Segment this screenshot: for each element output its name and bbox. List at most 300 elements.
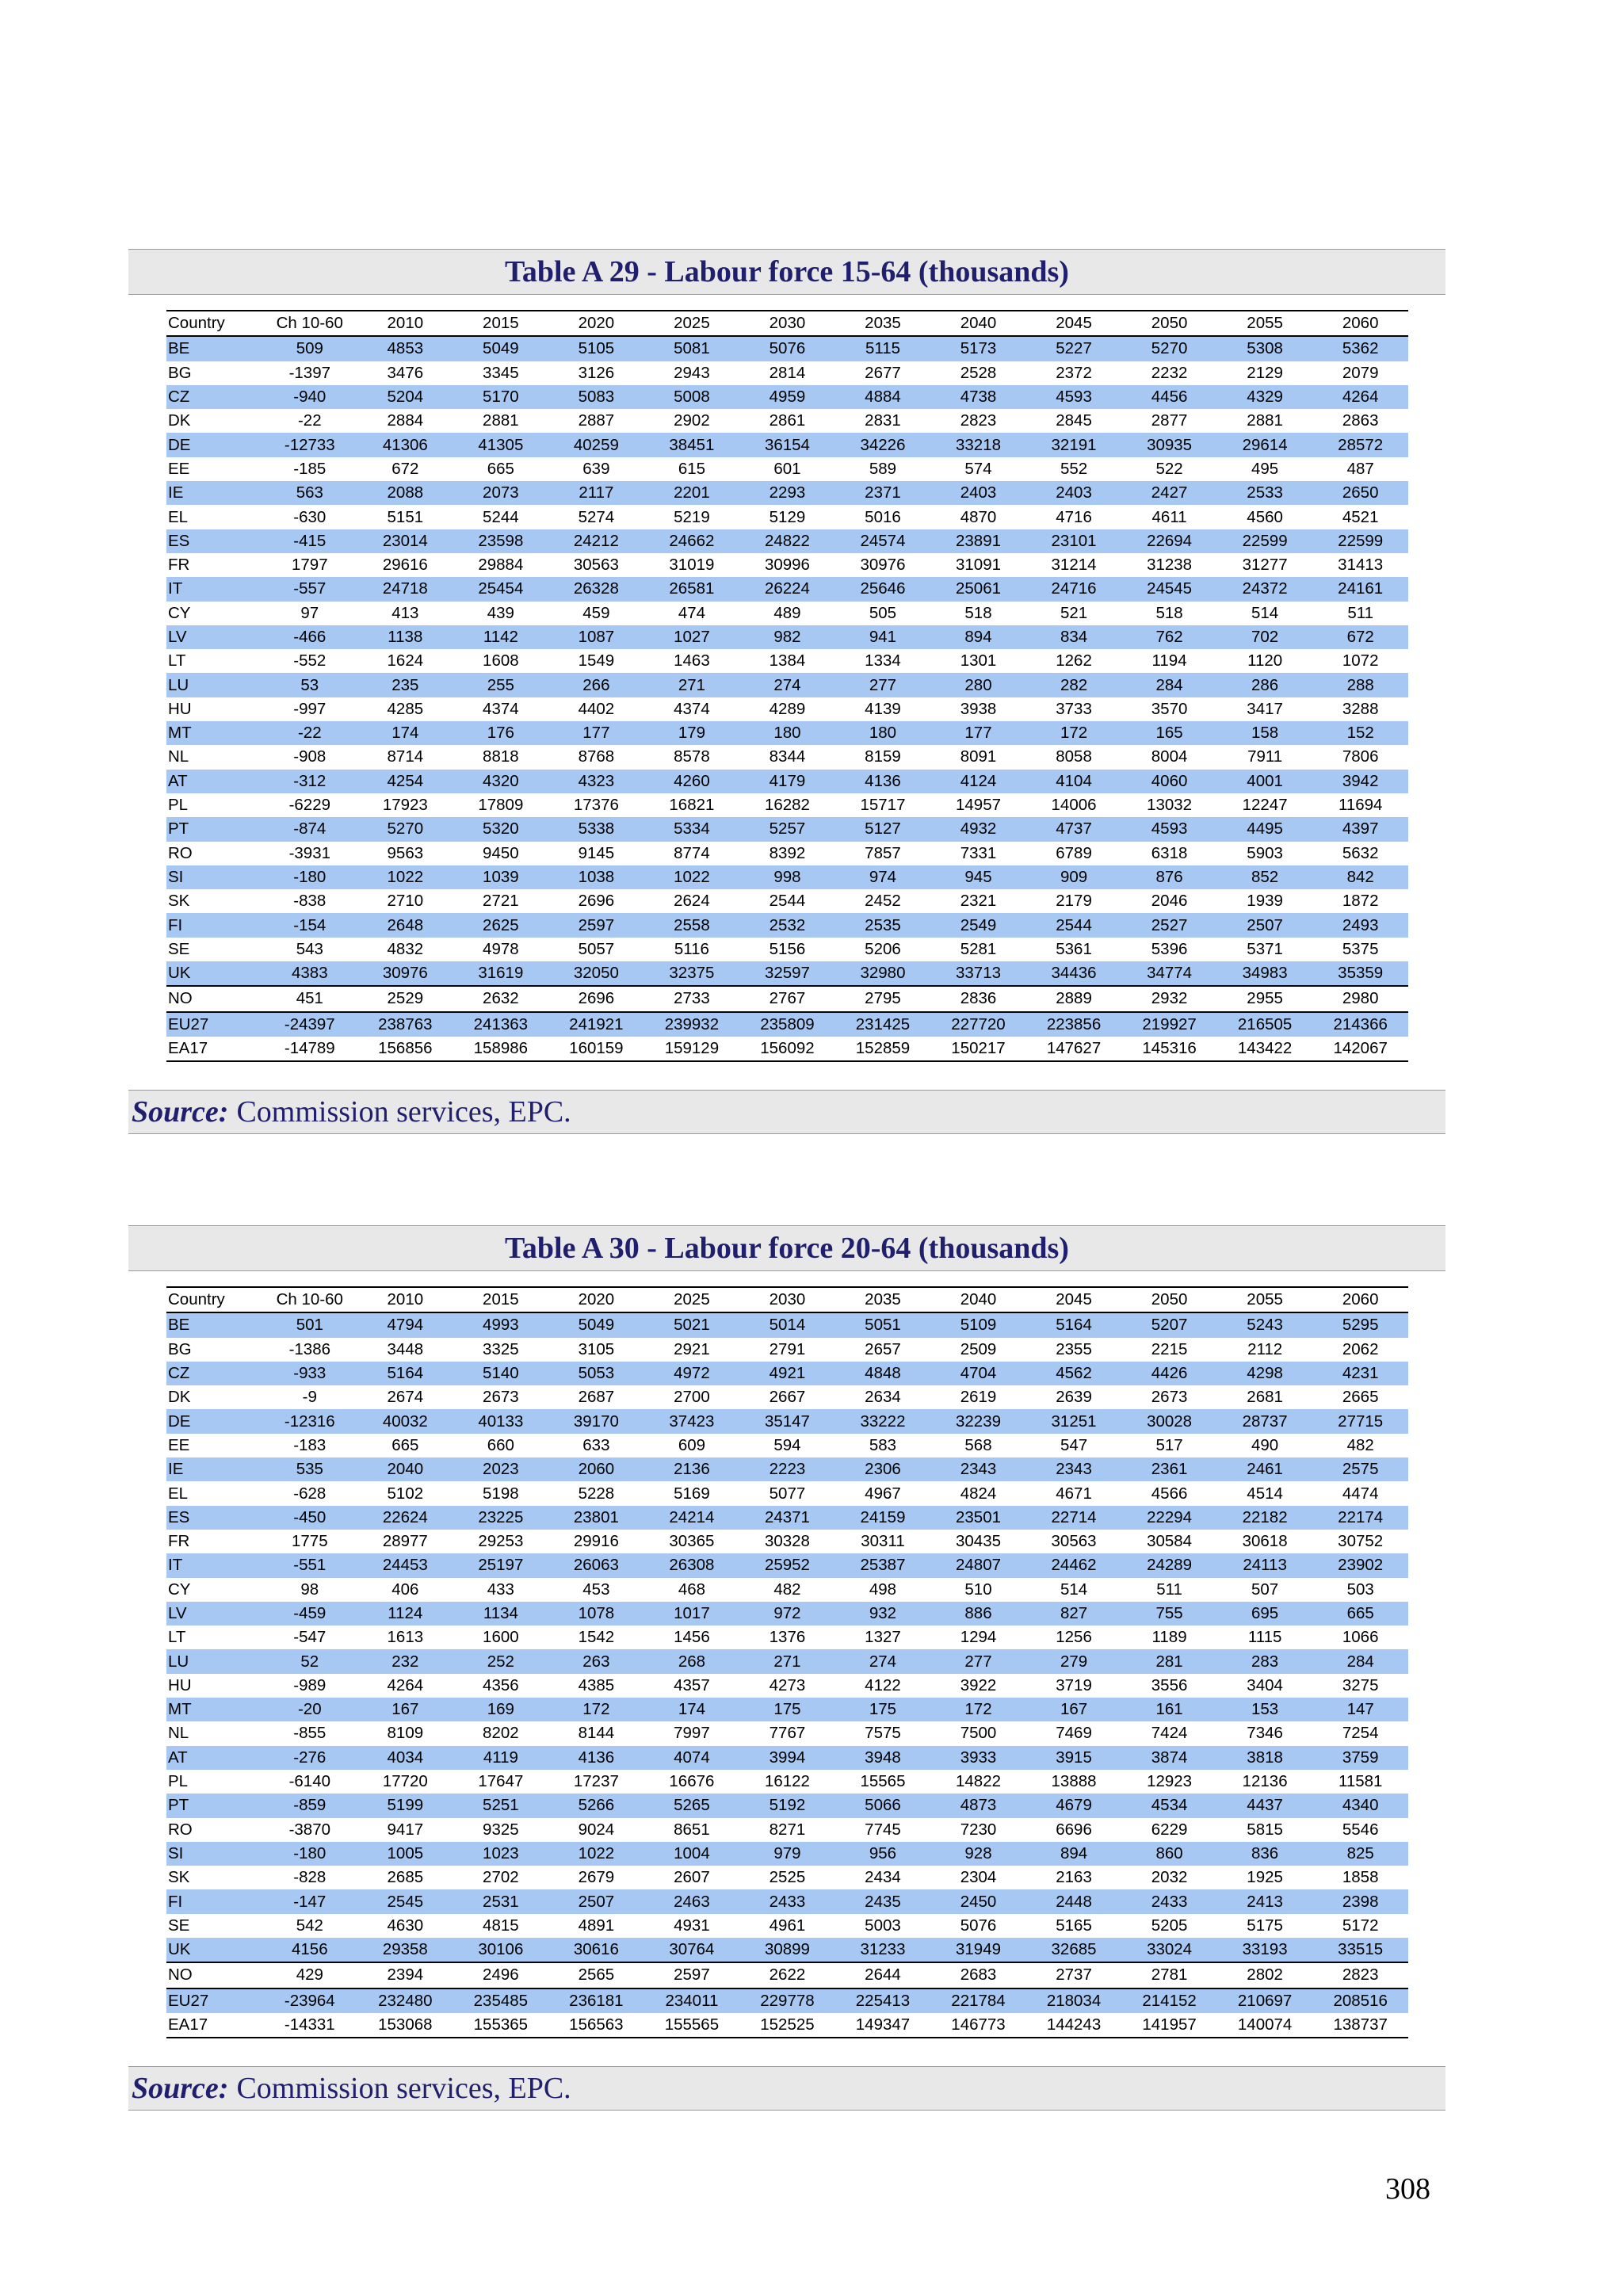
table-row: [166, 553, 1408, 577]
table-cell: 23014: [357, 529, 453, 553]
table-cell: 2321: [960, 892, 997, 911]
table-cell: 5243: [1217, 1312, 1313, 1337]
table-title: Table A 30 - Labour force 20-64 (thousands): [128, 1225, 1445, 1271]
table-cell: 543: [296, 939, 323, 958]
table-cell: 167: [1026, 1698, 1122, 1721]
table-cell: 30899: [739, 1938, 835, 1962]
table-cell: 288: [1312, 673, 1408, 697]
table-cell: 174: [357, 721, 453, 745]
table-cell: EU27: [166, 1012, 262, 1037]
table-cell: 223856: [1026, 1012, 1122, 1037]
table-cell: 2575: [1312, 1457, 1408, 1481]
table-cell: DK: [168, 411, 191, 430]
table-cell: 4514: [1247, 1484, 1283, 1503]
header-row: [166, 311, 1408, 336]
table-cell: 17647: [478, 1772, 524, 1791]
table-cell: 5320: [453, 817, 549, 841]
table-cell: 7254: [1342, 1724, 1379, 1743]
table-cell: 2795: [835, 986, 931, 1011]
table-cell: 2533: [1217, 481, 1313, 505]
table-cell: 7767: [769, 1724, 806, 1743]
table-cell: 214152: [1121, 1988, 1217, 2013]
table-cell: 2677: [865, 363, 901, 382]
table-cell: 2544: [769, 892, 806, 911]
table-cell: 152859: [835, 1037, 931, 1061]
table-row: [166, 1698, 1408, 1721]
table-cell: 4959: [739, 385, 835, 409]
table-cell: PL: [168, 1772, 189, 1791]
table-cell: 3994: [739, 1746, 835, 1770]
table-cell: RO: [168, 1820, 193, 1839]
table-cell: 26224: [739, 577, 835, 601]
table-cell: 5257: [739, 817, 835, 841]
column-header: 2010: [357, 1287, 453, 1312]
table-cell: 609: [678, 1435, 706, 1454]
table-cell: 4870: [960, 507, 997, 526]
table-cell: 145316: [1121, 1037, 1217, 1061]
table-cell: 894: [930, 625, 1026, 649]
table-cell: 156563: [548, 2013, 644, 2038]
column-header: Ch 10-60: [262, 311, 358, 336]
table-cell: 160159: [548, 1037, 644, 1061]
table-cell: 4156: [262, 1938, 358, 1962]
table-cell: 2112: [1247, 1339, 1283, 1358]
table-cell: PT: [166, 1794, 262, 1817]
table-cell: 142067: [1312, 1037, 1408, 1061]
table-cell: 5903: [1247, 843, 1283, 862]
table-cell: 5251: [453, 1794, 549, 1817]
table-cell: 26063: [548, 1553, 644, 1577]
table-cell: 36154: [739, 433, 835, 457]
table-cell: 2527: [1121, 913, 1217, 937]
table-cell: LU: [166, 673, 262, 697]
table-cell: 34983: [1217, 961, 1313, 986]
table-cell: 2293: [739, 481, 835, 505]
table-cell: 2201: [644, 481, 740, 505]
table-cell: 4323: [548, 770, 644, 793]
table-cell: 8004: [1151, 747, 1188, 766]
table-cell: 601: [773, 459, 801, 478]
table-cell: 762: [1121, 625, 1217, 649]
table-cell: 4794: [357, 1312, 453, 1337]
table-cell: 489: [773, 603, 801, 622]
table-cell: SE: [168, 939, 190, 958]
table-cell: 1327: [865, 1628, 901, 1647]
table-cell: 16282: [764, 796, 810, 815]
table-cell: 3448: [387, 1339, 424, 1358]
table-row: [166, 1626, 1408, 1649]
table-cell: 1027: [644, 625, 740, 649]
table-title: Table A 29 - Labour force 15-64 (thousands): [128, 249, 1445, 295]
table-cell: 4630: [387, 1916, 424, 1935]
table-cell: 147: [1312, 1698, 1408, 1721]
table-row: [166, 793, 1408, 817]
table-row: [166, 361, 1408, 385]
table-cell: 4060: [1121, 770, 1217, 793]
table-cell: -557: [262, 577, 358, 601]
table-cell: 214366: [1312, 1012, 1408, 1037]
table-cell: 1463: [674, 651, 710, 670]
table-cell: SK: [168, 892, 190, 911]
table-cell: 280: [930, 673, 1026, 697]
table-cell: 3417: [1247, 699, 1283, 718]
table-cell: -9: [302, 1388, 317, 1407]
table-cell: 2493: [1312, 913, 1408, 937]
table-cell: 3404: [1247, 1675, 1283, 1694]
table-cell: 3345: [483, 363, 519, 382]
table-cell: LT: [168, 1628, 186, 1647]
table-cell: 511: [1156, 1580, 1182, 1599]
table-cell: 4254: [357, 770, 453, 793]
table-cell: 2448: [1026, 1889, 1122, 1913]
table-cell: 169: [453, 1698, 549, 1721]
table-cell: 3818: [1217, 1746, 1313, 1770]
table-cell: 498: [869, 1580, 897, 1599]
table-cell: 5164: [357, 1362, 453, 1385]
table-row: [166, 1889, 1408, 1913]
table-cell: 33222: [835, 1409, 931, 1433]
table-cell: 2889: [1026, 986, 1122, 1011]
table-row: [166, 2013, 1408, 2038]
table-cell: 2544: [1026, 913, 1122, 937]
table-cell: 35359: [1312, 961, 1408, 986]
table-cell: 1939: [1247, 892, 1283, 911]
table-cell: 2619: [960, 1388, 997, 1407]
table-cell: 177: [930, 721, 1026, 745]
table-cell: 5396: [1151, 939, 1188, 958]
table-cell: 998: [739, 865, 835, 889]
table-cell: 208516: [1312, 1988, 1408, 2013]
column-header: 2035: [835, 1287, 931, 1312]
table-cell: 1294: [960, 1628, 997, 1647]
table-cell: 2023: [453, 1457, 549, 1481]
table-row: [166, 1674, 1408, 1698]
table-cell: ES: [166, 1506, 262, 1530]
column-header: 2040: [930, 311, 1026, 336]
table-cell: FI: [166, 1889, 262, 1913]
table-cell: 2223: [739, 1457, 835, 1481]
table-cell: 886: [930, 1602, 1026, 1626]
table-cell: 229778: [739, 1988, 835, 2013]
table-cell: 31214: [1051, 556, 1097, 575]
table-cell: -415: [262, 529, 358, 553]
table-cell: 97: [300, 603, 319, 622]
table-cell: 279: [1026, 1649, 1122, 1673]
table-cell: 2232: [1151, 363, 1188, 382]
table-cell: 1072: [1342, 651, 1379, 670]
table-cell: 2673: [483, 1388, 519, 1407]
table-cell: 24214: [644, 1506, 740, 1530]
table-cell: 5076: [739, 336, 835, 361]
table-cell: 2528: [960, 363, 997, 382]
table-cell: 2667: [769, 1388, 806, 1407]
table-cell: 3105: [578, 1339, 615, 1358]
table-cell: -3870: [288, 1820, 331, 1839]
table-cell: 860: [1121, 1842, 1217, 1866]
table-cell: 8714: [387, 747, 424, 766]
table-cell: 928: [930, 1842, 1026, 1866]
table-cell: 1301: [960, 651, 997, 670]
table-cell: 3570: [1151, 699, 1188, 718]
table-cell: 149347: [835, 2013, 931, 2038]
table-cell: 4385: [578, 1675, 615, 1694]
table-row: [166, 1602, 1408, 1626]
table-cell: -940: [262, 385, 358, 409]
table-cell: 266: [548, 673, 644, 697]
table-cell: UK: [166, 1938, 262, 1962]
table-cell: 503: [1346, 1580, 1374, 1599]
table-cell: 28737: [1217, 1409, 1313, 1433]
table-cell: 474: [678, 603, 706, 622]
table-cell: 3942: [1312, 770, 1408, 793]
table-cell: 7331: [960, 843, 997, 862]
table-cell: 4972: [644, 1362, 740, 1385]
table-cell: 568: [964, 1435, 992, 1454]
table-cell: 153: [1217, 1698, 1313, 1721]
table-cell: 11694: [1338, 796, 1383, 815]
table-cell: 3933: [930, 1746, 1026, 1770]
table-cell: 5199: [357, 1794, 453, 1817]
table-cell: 665: [487, 459, 514, 478]
table-cell: 26581: [644, 577, 740, 601]
table-cell: 271: [739, 1649, 835, 1673]
table-cell: 143422: [1217, 1037, 1313, 1061]
table-cell: 2452: [865, 892, 901, 911]
table-cell: 1334: [865, 651, 901, 670]
table-cell: 5049: [548, 1312, 644, 1337]
table-row: [166, 457, 1408, 481]
table-cell: 2884: [387, 411, 424, 430]
table-cell: 34774: [1121, 961, 1217, 986]
table-cell: 5014: [739, 1312, 835, 1337]
table-cell: 152: [1312, 721, 1408, 745]
table-cell: 487: [1346, 459, 1374, 478]
table-cell: 2700: [674, 1388, 710, 1407]
table-cell: EU27: [166, 1988, 262, 2013]
table-row: [166, 505, 1408, 529]
table-cell: 5151: [387, 507, 424, 526]
table-cell: 167: [357, 1698, 453, 1721]
table-row: [166, 385, 1408, 409]
table-cell: 665: [1312, 1602, 1408, 1626]
table-cell: 4993: [453, 1312, 549, 1337]
table-cell: 2802: [1217, 1962, 1313, 1988]
table-cell: 138737: [1312, 2013, 1408, 2038]
table-cell: 2403: [930, 481, 1026, 505]
table-cell: 277: [835, 673, 931, 697]
table-cell: 4967: [865, 1484, 901, 1503]
table-cell: 4179: [739, 770, 835, 793]
table-row: [166, 865, 1408, 889]
table-cell: 2496: [453, 1962, 549, 1988]
column-header: 2045: [1026, 1287, 1122, 1312]
table-cell: 2535: [835, 913, 931, 937]
table-row: [166, 817, 1408, 841]
table-cell: 2823: [960, 411, 997, 430]
column-header: 2030: [739, 1287, 835, 1312]
table-cell: 24662: [644, 529, 740, 553]
table-cell: 615: [678, 459, 706, 478]
table-cell: 1624: [387, 651, 424, 670]
table-cell: 5164: [1026, 1312, 1122, 1337]
table-cell: 406: [391, 1580, 419, 1599]
table-cell: -12733: [262, 433, 358, 457]
table-cell: 5165: [1056, 1916, 1092, 1935]
table-cell: 4853: [357, 336, 453, 361]
table-cell: -450: [262, 1506, 358, 1530]
table-cell: 1115: [1247, 1628, 1282, 1647]
table-cell: DK: [168, 1388, 191, 1407]
table-cell: 8651: [674, 1820, 710, 1839]
table-cell: 15565: [860, 1772, 906, 1791]
table-cell: 547: [1060, 1435, 1088, 1454]
table-cell: 3275: [1342, 1675, 1379, 1694]
table-cell: 2450: [930, 1889, 1026, 1913]
table-cell: 263: [548, 1649, 644, 1673]
table-cell: 4456: [1121, 385, 1217, 409]
table-row: [166, 1866, 1408, 1889]
table-cell: 2648: [357, 913, 453, 937]
table-cell: 5244: [483, 507, 519, 526]
table-cell: 4426: [1121, 1362, 1217, 1385]
table-cell: 180: [835, 721, 931, 745]
table-cell: 589: [869, 459, 897, 478]
table-cell: 17809: [478, 796, 524, 815]
table-cell: BE: [166, 1312, 262, 1337]
table-cell: 30563: [1051, 1532, 1097, 1551]
table-cell: 2361: [1121, 1457, 1217, 1481]
table-cell: 1022: [548, 1842, 644, 1866]
table-cell: 956: [835, 1842, 931, 1866]
table-cell: 5003: [865, 1916, 901, 1935]
table-cell: 5228: [578, 1484, 615, 1503]
table-cell: 510: [964, 1580, 992, 1599]
header-row: [166, 1287, 1408, 1312]
table-cell: -874: [262, 817, 358, 841]
table-cell: 4136: [548, 1746, 644, 1770]
table-cell: 5066: [835, 1794, 931, 1817]
table-cell: 3874: [1121, 1746, 1217, 1770]
table-cell: HU: [168, 699, 192, 718]
table-cell: HU: [168, 1675, 192, 1694]
table-cell: 1087: [548, 625, 644, 649]
table-cell: 518: [1155, 603, 1183, 622]
table-cell: -997: [293, 699, 327, 718]
table-cell: 155365: [453, 2013, 549, 2038]
table-cell: 1004: [644, 1842, 740, 1866]
table-cell: 2398: [1312, 1889, 1408, 1913]
table-cell: 982: [739, 625, 835, 649]
table-cell: 31233: [835, 1938, 931, 1962]
table-cell: 2046: [1151, 892, 1188, 911]
table-cell: 2403: [1026, 481, 1122, 505]
table-cell: 25387: [835, 1553, 931, 1577]
table-cell: 3915: [1026, 1746, 1122, 1770]
column-header: 2060: [1312, 1287, 1408, 1312]
table-cell: 2433: [1121, 1889, 1217, 1913]
table-cell: -147: [262, 1889, 358, 1913]
table-cell: 155565: [644, 2013, 740, 2038]
table-cell: 2427: [1121, 481, 1217, 505]
table-cell: 4848: [835, 1362, 931, 1385]
table-cell: 5815: [1247, 1820, 1283, 1839]
table-cell: 836: [1217, 1842, 1313, 1866]
table-cell: 23101: [1026, 529, 1122, 553]
table-cell: 22182: [1217, 1506, 1313, 1530]
table-cell: 32597: [739, 961, 835, 986]
table-cell: 2461: [1217, 1457, 1313, 1481]
table-cell: BG: [168, 1339, 192, 1358]
table-cell: 23902: [1312, 1553, 1408, 1577]
table-cell: 210697: [1217, 1988, 1313, 2013]
table-cell: 511: [1347, 603, 1374, 622]
table-cell: 31091: [956, 556, 1002, 575]
table-cell: 147627: [1026, 1037, 1122, 1061]
table-cell: 23225: [453, 1506, 549, 1530]
table-cell: -859: [262, 1794, 358, 1817]
table-cell: 16122: [764, 1772, 810, 1791]
table-cell: 2921: [674, 1339, 710, 1358]
table-cell: 468: [678, 1580, 706, 1599]
table-cell: 4873: [930, 1794, 1026, 1817]
table-cell: 40032: [357, 1409, 453, 1433]
table-cell: 974: [835, 865, 931, 889]
table-cell: 2980: [1312, 986, 1408, 1011]
table-cell: 4273: [769, 1675, 806, 1694]
table-cell: 552: [1060, 459, 1088, 478]
table-cell: 8202: [483, 1724, 519, 1743]
table-cell: 5206: [865, 939, 901, 958]
table-cell: 22694: [1121, 529, 1217, 553]
table-cell: 5116: [674, 939, 709, 958]
table-cell: 5362: [1312, 336, 1408, 361]
table-cell: 5115: [835, 336, 931, 361]
table-cell: 1925: [1247, 1868, 1283, 1887]
table-cell: -12316: [262, 1409, 358, 1433]
table-cell: 1039: [453, 865, 549, 889]
table-row: [166, 1914, 1408, 1938]
table-cell: 26308: [644, 1553, 740, 1577]
table-cell: 8159: [865, 747, 901, 766]
table-cell: 32375: [644, 961, 740, 986]
table-cell: 30563: [573, 556, 619, 575]
table-cell: 495: [1251, 459, 1279, 478]
table-cell: 239932: [644, 1012, 740, 1037]
table-cell: 2622: [739, 1962, 835, 1988]
table-cell: 25952: [739, 1553, 835, 1577]
page-number: 308: [1385, 2172, 1430, 2206]
table-cell: 5051: [835, 1312, 931, 1337]
table-row: [166, 529, 1408, 553]
column-header: 2030: [739, 311, 835, 336]
table-cell: 1376: [769, 1628, 806, 1647]
table-cell: 521: [1060, 603, 1088, 622]
table-cell: 5207: [1121, 1312, 1217, 1337]
table-cell: 2781: [1121, 1962, 1217, 1988]
table-cell: 165: [1121, 721, 1217, 745]
table-row: [166, 889, 1408, 913]
table-cell: 2644: [835, 1962, 931, 1988]
table-row: [166, 961, 1408, 986]
table-cell: EA17: [166, 2013, 262, 2038]
table-cell: 695: [1217, 1602, 1313, 1626]
table-cell: 2696: [578, 892, 615, 911]
table-cell: 5265: [644, 1794, 740, 1817]
table-cell: 30976: [357, 961, 453, 986]
table-cell: 909: [1026, 865, 1122, 889]
table-row: [166, 1434, 1408, 1457]
table-cell: 1600: [483, 1628, 519, 1647]
